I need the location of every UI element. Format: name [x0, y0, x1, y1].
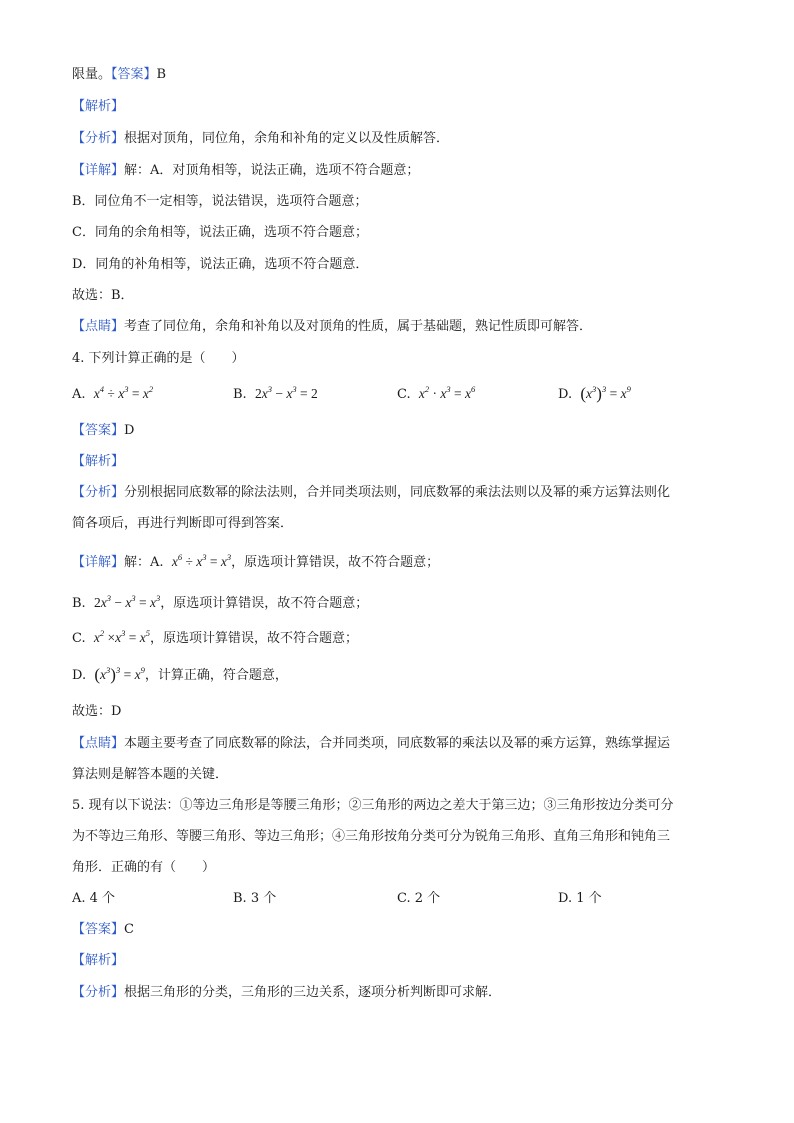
q5-stem-1: 5. 现有以下说法：①等边三角形是等腰三角形；②三角形的两边之差大于第三边；③三角形按边分类可分	[72, 798, 674, 813]
q3-line-b: B．同位角不一定相等，说法错误，选项符合题意；	[72, 194, 368, 209]
q4-option-a: A. $x^4 \div x^3 = x^2$	[72, 384, 154, 402]
q4-detail-d: D. $(x^3)^3 = x^9$，计算正确，符合题意，	[72, 665, 288, 684]
q4-option-d: D. $(x^3)^3 = x^9$	[558, 384, 631, 403]
q5-option-a: A. 4 个	[72, 891, 116, 906]
q4-dianjing-1: 【点睛】本题主要考查了同底数幂的除法，合并同类项，同底数幂的乘法以及幂的乘方运算，熟练掌握运	[72, 736, 671, 751]
q4-option-d-formula: $(x^3)^3 = x^9$	[580, 384, 631, 403]
q4-choice: 故选：D	[72, 704, 122, 719]
q4-stem: 4. 下列计算正确的是（ ）	[72, 351, 245, 366]
q5-answer: 【答案】C	[72, 922, 134, 937]
q5-option-d: D. 1 个	[558, 891, 602, 906]
q3-fenxi: 【分析】根据对顶角，同位角，余角和补角的定义以及性质解答．	[72, 131, 450, 146]
q4-option-b: B. $2x^3 - x^3 = 2$	[233, 384, 318, 402]
q4-option-c-formula: $x^2 \cdot x^3 = x^6$	[418, 384, 476, 401]
q3-choice: 故选：B．	[72, 288, 134, 303]
top-line	[72, 66, 166, 84]
q4-detail-d-formula: $(x^3)^3 = x^9$	[94, 665, 145, 684]
q4-fenxi-1: 【分析】分别根据同底数幂的除法法则，合并同类项法则，同底数幂的乘法法则以及幂的乘方运算法则化	[72, 485, 671, 500]
q4-detail-b: B. $2x^3 - x^3 = x^3$，原选项计算错误，故不符合题意；	[72, 593, 369, 611]
q3-line-d: D．同角的补角相等，说法正确，选项不符合题意．	[72, 257, 369, 272]
q4-option-a-formula: $x^4 \div x^3 = x^2$	[93, 384, 154, 401]
q4-answer: 【答案】D	[72, 423, 135, 438]
q4-detail-c: C. $x^2 \times x^3 = x^5$，原选项计算错误，故不符合题意；	[72, 628, 359, 646]
answer-value: B	[156, 67, 167, 82]
q5-jiexi-label: 【解析】	[72, 953, 125, 968]
q5-fenxi: 【分析】根据三角形的分类，三角形的三边关系，逐项分析判断即可求解．	[72, 985, 502, 1000]
answer-label: 【答案】	[111, 67, 157, 82]
top-line-text: 限量。	[72, 67, 112, 82]
q5-option-c: C. 2 个	[397, 891, 441, 906]
q4-option-b-formula: $2x^3 - x^3 = 2$	[254, 384, 318, 401]
q4-xiangjie-a: 【详解】解：A. $x^6 \div x^3 = x^3$，原选项计算错误，故不符合题意；	[72, 552, 440, 570]
q5-stem-3: 角形．正确的有（ ）	[72, 860, 216, 875]
q4-detail-b-formula: $2x^3 - x^3 = x^3$	[93, 593, 161, 610]
q3-line-c: C．同角的余角相等，说法正确，选项不符合题意；	[72, 225, 368, 240]
q4-detail-c-formula: $x^2 \times x^3 = x^5$	[93, 628, 151, 645]
q4-dianjing-2: 算法则是解答本题的关键．	[72, 767, 229, 782]
q3-dianjing: 【点睛】考查了同位角，余角和补角以及对顶角的性质，属于基础题，熟记性质即可解答．	[72, 319, 593, 334]
q3-xiangjie: 【详解】解：A．对顶角相等，说法正确，选项不符合题意；	[72, 163, 420, 178]
q4-fenxi-2: 简各项后，再进行判断即可得到答案．	[72, 516, 294, 531]
q5-option-b: B. 3 个	[233, 891, 277, 906]
q4-xiangjie-a-formula: $x^6 \div x^3 = x^3$	[171, 552, 232, 569]
q5-stem-2: 为不等边三角形、等腰三角形、等边三角形；④三角形按角分类可分为锐角三角形、直角三角形和钝角三	[72, 829, 671, 844]
jiexi-label: 【解析】	[72, 99, 125, 114]
q4-jiexi-label: 【解析】	[72, 454, 125, 469]
q4-option-c: C. $x^2 \cdot x^3 = x^6$	[397, 384, 476, 402]
